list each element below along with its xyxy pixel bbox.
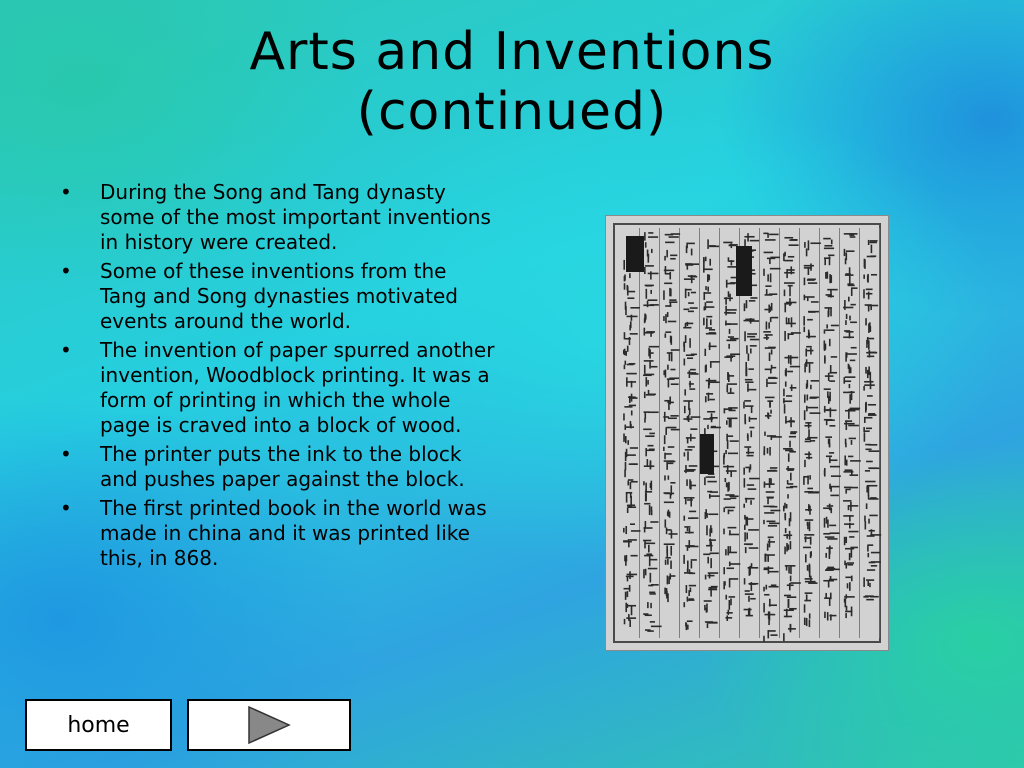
bullet-icon: • bbox=[60, 180, 72, 204]
woodblock-page-illustration bbox=[606, 216, 888, 650]
bullet-text: Some of these inventions from the Tang and Song dynasties motivated events around the world. bbox=[100, 259, 458, 333]
bullet-item bbox=[58, 496, 498, 571]
bullet-icon: • bbox=[60, 442, 72, 466]
slide-title-line-1: Arts and Inventions bbox=[249, 22, 775, 82]
bullet-text: The first printed book in the world was made in china and it was printed like this, in 868. bbox=[100, 496, 487, 570]
bullet-list bbox=[58, 180, 498, 575]
slide-title bbox=[0, 22, 1024, 142]
bullet-text: The printer puts the ink to the block and pushes paper against the block. bbox=[100, 442, 465, 491]
bullet-text: During the Song and Tang dynasty some of the most important inventions in history were created. bbox=[100, 180, 491, 254]
bullet-item bbox=[58, 442, 498, 492]
next-slide-button[interactable] bbox=[187, 699, 351, 751]
bullet-item bbox=[58, 180, 498, 255]
bullet-item bbox=[58, 338, 498, 438]
bullet-icon: • bbox=[60, 496, 72, 520]
bullet-icon: • bbox=[60, 338, 72, 362]
home-button-label: home bbox=[67, 712, 130, 738]
home-button[interactable] bbox=[25, 699, 172, 751]
play-triangle-icon bbox=[247, 705, 291, 745]
bullet-text: The invention of paper spurred another invention, Woodblock printing. It was a form of printing in which the whole page is craved into a block of wood. bbox=[100, 338, 495, 437]
bullet-icon: • bbox=[60, 259, 72, 283]
bullet-item bbox=[58, 259, 498, 334]
woodblock-printed-page-image bbox=[605, 215, 889, 651]
slide-title-line-2: (continued) bbox=[356, 82, 668, 142]
